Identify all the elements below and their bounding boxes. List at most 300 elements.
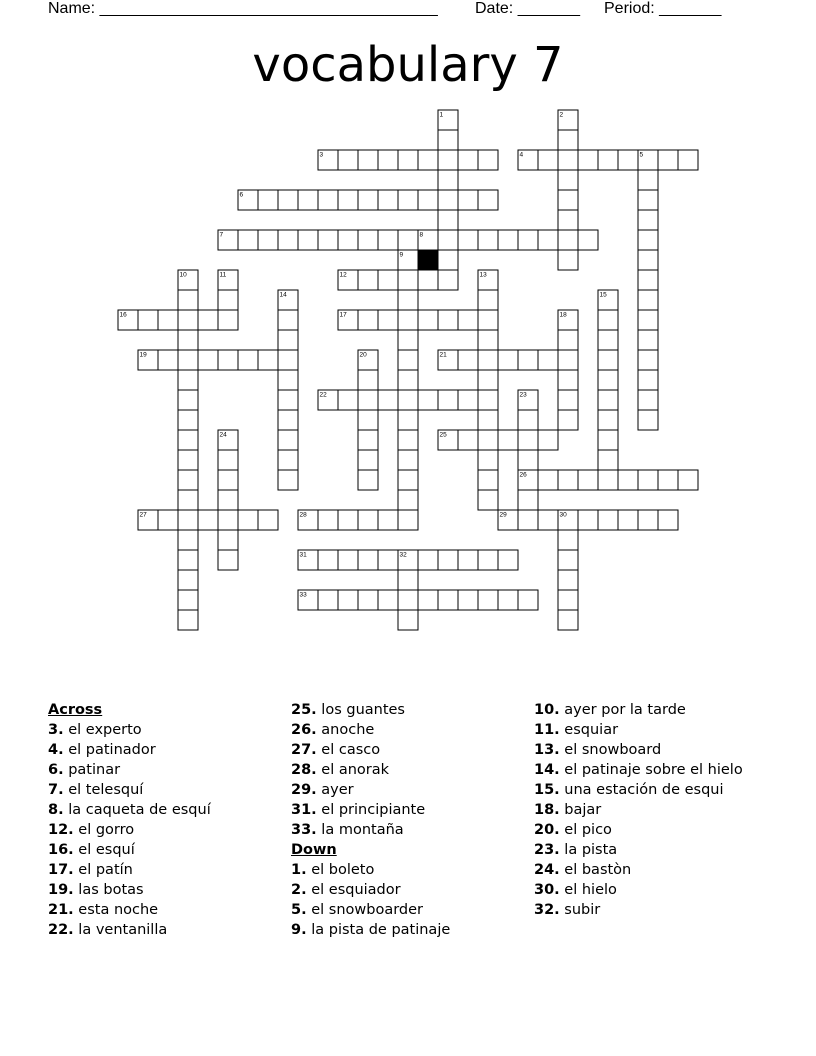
grid-cell[interactable] xyxy=(238,510,258,530)
grid-cell[interactable] xyxy=(558,150,578,170)
clue-number-label: 26 xyxy=(519,471,527,479)
grid-cell[interactable] xyxy=(378,150,398,170)
grid-cell[interactable] xyxy=(598,430,618,450)
clue-item xyxy=(48,780,211,800)
clue-number-label: 27 xyxy=(139,511,147,519)
grid-cell[interactable] xyxy=(558,570,578,590)
grid-cell[interactable] xyxy=(418,150,438,170)
clue-item xyxy=(534,720,743,740)
grid-cell[interactable] xyxy=(578,230,598,250)
grid-cell[interactable] xyxy=(498,230,518,250)
clue-column-3 xyxy=(534,700,743,920)
grid-cell[interactable] xyxy=(318,550,338,570)
clue-number-label: 15 xyxy=(599,291,607,299)
grid-cell[interactable] xyxy=(558,330,578,350)
grid-cell[interactable] xyxy=(338,150,358,170)
clue-number-label: 29 xyxy=(499,511,507,519)
grid-cell[interactable] xyxy=(558,590,578,610)
grid-cell[interactable] xyxy=(558,350,578,370)
grid-cell[interactable] xyxy=(598,390,618,410)
grid-cell[interactable] xyxy=(558,210,578,230)
grid-cell[interactable] xyxy=(178,570,198,590)
grid-cell[interactable] xyxy=(438,270,458,290)
grid-cell[interactable] xyxy=(298,190,318,210)
grid-cell[interactable] xyxy=(358,270,378,290)
grid-cell[interactable] xyxy=(338,390,358,410)
grid-cell[interactable] xyxy=(278,330,298,350)
grid-cell[interactable] xyxy=(378,190,398,210)
grid-cell[interactable] xyxy=(358,510,378,530)
grid-cell[interactable] xyxy=(478,590,498,610)
grid-cell[interactable] xyxy=(338,550,358,570)
grid-cell[interactable] xyxy=(178,510,198,530)
grid-cell[interactable] xyxy=(398,270,418,290)
grid-cell[interactable] xyxy=(158,350,178,370)
grid-cell[interactable] xyxy=(678,150,698,170)
grid-cell[interactable] xyxy=(358,390,378,410)
grid-cell[interactable] xyxy=(278,390,298,410)
grid-cell[interactable] xyxy=(598,410,618,430)
grid-cell[interactable] xyxy=(218,550,238,570)
grid-cell[interactable] xyxy=(378,590,398,610)
grid-cell[interactable] xyxy=(438,190,458,210)
clue-number-label: 4 xyxy=(519,151,524,159)
grid-cell[interactable] xyxy=(278,470,298,490)
grid-cell[interactable] xyxy=(218,450,238,470)
grid-cell[interactable] xyxy=(398,310,418,330)
clue-text: el anorak xyxy=(316,762,390,778)
grid-cell[interactable] xyxy=(178,490,198,510)
grid-cell[interactable] xyxy=(178,550,198,570)
clue-number: 22. xyxy=(48,922,74,938)
grid-cell[interactable] xyxy=(258,510,278,530)
grid-cell[interactable] xyxy=(398,330,418,350)
clue-item xyxy=(291,700,450,720)
down-heading: Down xyxy=(291,842,337,858)
grid-cell[interactable] xyxy=(398,490,418,510)
grid-cell[interactable] xyxy=(178,610,198,630)
clue-number: 33. xyxy=(291,822,317,838)
grid-cell[interactable] xyxy=(638,310,658,330)
grid-cell[interactable] xyxy=(398,590,418,610)
grid-cell[interactable] xyxy=(398,470,418,490)
grid-cell[interactable] xyxy=(378,510,398,530)
grid-cell[interactable] xyxy=(398,230,418,250)
clue-number-label: 1 xyxy=(439,111,444,119)
grid-cell[interactable] xyxy=(178,350,198,370)
grid-cell[interactable] xyxy=(638,370,658,390)
clue-text: el esquí xyxy=(73,842,135,858)
grid-cell[interactable] xyxy=(458,590,478,610)
grid-cell[interactable] xyxy=(638,350,658,370)
clue-number: 13. xyxy=(534,742,560,758)
grid-cell[interactable] xyxy=(558,550,578,570)
grid-cell[interactable] xyxy=(638,290,658,310)
grid-cell[interactable] xyxy=(378,550,398,570)
grid-cell[interactable] xyxy=(378,270,398,290)
grid-cell[interactable] xyxy=(438,150,458,170)
grid-cell[interactable] xyxy=(278,350,298,370)
grid-cell[interactable] xyxy=(178,530,198,550)
clue-item xyxy=(48,800,211,820)
clue-text: el bastòn xyxy=(559,862,632,878)
grid-cell[interactable] xyxy=(178,470,198,490)
grid-cell[interactable] xyxy=(478,230,498,250)
clue-number-label: 8 xyxy=(419,231,424,239)
grid-cell[interactable] xyxy=(198,510,218,530)
grid-cell[interactable] xyxy=(478,330,498,350)
grid-cell[interactable] xyxy=(518,430,538,450)
clue-number: 27. xyxy=(291,742,317,758)
grid-cell[interactable] xyxy=(558,610,578,630)
clue-item xyxy=(534,820,743,840)
grid-cell[interactable] xyxy=(558,250,578,270)
clue-text: el telesquí xyxy=(63,782,144,798)
grid-cell[interactable] xyxy=(438,550,458,570)
grid-cell[interactable] xyxy=(398,450,418,470)
grid-cell[interactable] xyxy=(218,310,238,330)
grid-cell[interactable] xyxy=(418,390,438,410)
grid-cell[interactable] xyxy=(538,470,558,490)
grid-cell[interactable] xyxy=(478,290,498,310)
grid-cell[interactable] xyxy=(358,410,378,430)
clue-number-label: 23 xyxy=(519,391,527,399)
grid-cell[interactable] xyxy=(618,150,638,170)
grid-cell[interactable] xyxy=(498,590,518,610)
grid-cell[interactable] xyxy=(438,250,458,270)
grid-cell[interactable] xyxy=(398,410,418,430)
across-heading: Across xyxy=(48,702,103,718)
grid-cell[interactable] xyxy=(598,150,618,170)
clue-number-label: 12 xyxy=(339,271,347,279)
grid-cell[interactable] xyxy=(218,510,238,530)
grid-cell[interactable] xyxy=(178,390,198,410)
grid-cell[interactable] xyxy=(598,370,618,390)
grid-cell[interactable] xyxy=(358,190,378,210)
grid-cell[interactable] xyxy=(358,370,378,390)
grid-cell[interactable] xyxy=(498,350,518,370)
grid-cell[interactable] xyxy=(358,550,378,570)
grid-cell[interactable] xyxy=(278,310,298,330)
grid-cell[interactable] xyxy=(358,310,378,330)
grid-cell[interactable] xyxy=(638,210,658,230)
clue-number-label: 14 xyxy=(279,291,287,299)
clue-number-label: 18 xyxy=(559,311,567,319)
grid-cell[interactable] xyxy=(518,230,538,250)
grid-cell[interactable] xyxy=(458,430,478,450)
clue-item xyxy=(291,920,450,940)
grid-cell[interactable] xyxy=(578,150,598,170)
grid-cell[interactable] xyxy=(478,410,498,430)
clue-number-label: 22 xyxy=(319,391,327,399)
grid-cell[interactable] xyxy=(598,470,618,490)
grid-cell[interactable] xyxy=(418,310,438,330)
grid-cell[interactable] xyxy=(218,490,238,510)
grid-cell[interactable] xyxy=(178,450,198,470)
grid-cell[interactable] xyxy=(518,450,538,470)
grid-cell[interactable] xyxy=(198,310,218,330)
grid-cell[interactable] xyxy=(538,150,558,170)
clue-number: 3. xyxy=(48,722,64,738)
grid-cell[interactable] xyxy=(558,370,578,390)
black-cell xyxy=(418,250,438,270)
grid-cell[interactable] xyxy=(398,430,418,450)
grid-cell[interactable] xyxy=(558,190,578,210)
grid-cell[interactable] xyxy=(418,550,438,570)
clue-number-label: 21 xyxy=(439,351,447,359)
grid-cell[interactable] xyxy=(318,190,338,210)
grid-cell[interactable] xyxy=(278,450,298,470)
grid-cell[interactable] xyxy=(558,390,578,410)
grid-cell[interactable] xyxy=(278,410,298,430)
grid-cell[interactable] xyxy=(178,330,198,350)
clue-number: 14. xyxy=(534,762,560,778)
grid-cell[interactable] xyxy=(338,190,358,210)
grid-cell[interactable] xyxy=(558,410,578,430)
grid-cell[interactable] xyxy=(178,430,198,450)
grid-cell[interactable] xyxy=(438,390,458,410)
grid-cell[interactable] xyxy=(298,230,318,250)
grid-cell[interactable] xyxy=(218,350,238,370)
clue-number: 29. xyxy=(291,782,317,798)
grid-cell[interactable] xyxy=(558,230,578,250)
clue-number-label: 3 xyxy=(319,151,324,159)
grid-cell[interactable] xyxy=(318,590,338,610)
clue-text: el casco xyxy=(316,742,381,758)
clue-number-label: 11 xyxy=(219,271,227,279)
name-field[interactable]: Name: ______________________________________ xyxy=(48,0,438,17)
grid-cell[interactable] xyxy=(538,510,558,530)
grid-cell[interactable] xyxy=(578,510,598,530)
grid-cell[interactable] xyxy=(638,510,658,530)
grid-cell[interactable] xyxy=(478,450,498,470)
grid-cell[interactable] xyxy=(638,250,658,270)
grid-cell[interactable] xyxy=(238,350,258,370)
clue-number-label: 7 xyxy=(219,231,224,239)
grid-cell[interactable] xyxy=(458,230,478,250)
grid-cell[interactable] xyxy=(638,190,658,210)
clue-number: 26. xyxy=(291,722,317,738)
grid-cell[interactable] xyxy=(398,390,418,410)
grid-cell[interactable] xyxy=(218,290,238,310)
clue-number: 23. xyxy=(534,842,560,858)
clue-number: 21. xyxy=(48,902,74,918)
grid-cell[interactable] xyxy=(638,270,658,290)
grid-cell[interactable] xyxy=(498,430,518,450)
grid-cell[interactable] xyxy=(398,510,418,530)
clue-text: subir xyxy=(559,902,601,918)
grid-cell[interactable] xyxy=(458,390,478,410)
grid-cell[interactable] xyxy=(598,330,618,350)
grid-cell[interactable] xyxy=(638,230,658,250)
grid-cell[interactable] xyxy=(218,530,238,550)
grid-cell[interactable] xyxy=(258,190,278,210)
clue-item xyxy=(48,740,211,760)
grid-cell[interactable] xyxy=(518,590,538,610)
grid-cell[interactable] xyxy=(178,410,198,430)
grid-cell[interactable] xyxy=(178,310,198,330)
clue-number-label: 13 xyxy=(479,271,487,279)
grid-cell[interactable] xyxy=(478,390,498,410)
grid-cell[interactable] xyxy=(618,510,638,530)
period-field[interactable]: Period: _______ xyxy=(604,0,722,17)
clue-number: 1. xyxy=(291,862,307,878)
grid-cell[interactable] xyxy=(458,350,478,370)
clue-item xyxy=(291,800,450,820)
grid-cell[interactable] xyxy=(478,310,498,330)
grid-cell[interactable] xyxy=(538,350,558,370)
grid-cell[interactable] xyxy=(158,510,178,530)
grid-cell[interactable] xyxy=(438,210,458,230)
grid-cell[interactable] xyxy=(558,130,578,150)
grid-cell[interactable] xyxy=(638,410,658,430)
grid-cell[interactable] xyxy=(478,190,498,210)
grid-cell[interactable] xyxy=(278,430,298,450)
grid-cell[interactable] xyxy=(518,350,538,370)
clue-number-label: 19 xyxy=(139,351,147,359)
grid-cell[interactable] xyxy=(418,270,438,290)
grid-cell[interactable] xyxy=(598,350,618,370)
grid-cell[interactable] xyxy=(658,150,678,170)
grid-cell[interactable] xyxy=(318,510,338,530)
clue-item xyxy=(534,740,743,760)
grid-cell[interactable] xyxy=(198,350,218,370)
grid-cell[interactable] xyxy=(378,310,398,330)
grid-cell[interactable] xyxy=(498,550,518,570)
clue-text: las botas xyxy=(73,882,144,898)
grid-cell[interactable] xyxy=(338,590,358,610)
grid-cell[interactable] xyxy=(338,230,358,250)
grid-cell[interactable] xyxy=(638,330,658,350)
grid-cell[interactable] xyxy=(558,170,578,190)
grid-cell[interactable] xyxy=(478,470,498,490)
grid-cell[interactable] xyxy=(398,350,418,370)
grid-cell[interactable] xyxy=(278,190,298,210)
grid-cell[interactable] xyxy=(278,370,298,390)
clue-number-label: 10 xyxy=(179,271,187,279)
clue-number: 20. xyxy=(534,822,560,838)
grid-cell[interactable] xyxy=(638,470,658,490)
clue-number: 32. xyxy=(534,902,560,918)
grid-cell[interactable] xyxy=(518,410,538,430)
grid-cell[interactable] xyxy=(618,470,638,490)
clue-number-label: 24 xyxy=(219,431,227,439)
grid-cell[interactable] xyxy=(358,230,378,250)
grid-cell[interactable] xyxy=(358,470,378,490)
grid-cell[interactable] xyxy=(398,150,418,170)
grid-cell[interactable] xyxy=(658,510,678,530)
date-field[interactable]: Date: _______ xyxy=(475,0,580,17)
grid-cell[interactable] xyxy=(598,450,618,470)
grid-cell[interactable] xyxy=(358,590,378,610)
grid-cell[interactable] xyxy=(378,390,398,410)
grid-cell[interactable] xyxy=(178,370,198,390)
grid-cell[interactable] xyxy=(638,390,658,410)
grid-cell[interactable] xyxy=(458,310,478,330)
grid-cell[interactable] xyxy=(478,430,498,450)
grid-cell[interactable] xyxy=(418,590,438,610)
grid-cell[interactable] xyxy=(398,290,418,310)
grid-cell[interactable] xyxy=(438,590,458,610)
clue-text: una estación de esqui xyxy=(559,782,724,798)
clue-item xyxy=(534,880,743,900)
grid-cell[interactable] xyxy=(558,470,578,490)
grid-cell[interactable] xyxy=(558,530,578,550)
grid-cell[interactable] xyxy=(458,150,478,170)
grid-cell[interactable] xyxy=(478,550,498,570)
grid-cell[interactable] xyxy=(318,230,338,250)
grid-cell[interactable] xyxy=(358,450,378,470)
grid-cell[interactable] xyxy=(478,350,498,370)
clue-item xyxy=(291,720,450,740)
clue-text: bajar xyxy=(559,802,602,818)
clue-text: la montaña xyxy=(316,822,404,838)
grid-cell[interactable] xyxy=(258,230,278,250)
grid-cell[interactable] xyxy=(218,470,238,490)
grid-cell[interactable] xyxy=(398,610,418,630)
grid-cell[interactable] xyxy=(258,350,278,370)
grid-cell[interactable] xyxy=(678,470,698,490)
grid-cell[interactable] xyxy=(518,490,538,510)
clue-number-label: 20 xyxy=(359,351,367,359)
clue-number-label: 5 xyxy=(639,151,644,159)
clue-item xyxy=(48,840,211,860)
grid-cell[interactable] xyxy=(438,310,458,330)
grid-cell[interactable] xyxy=(238,230,258,250)
grid-cell[interactable] xyxy=(598,310,618,330)
grid-cell[interactable] xyxy=(518,510,538,530)
grid-cell[interactable] xyxy=(478,150,498,170)
clue-column-2 xyxy=(291,700,450,940)
grid-cell[interactable] xyxy=(398,370,418,390)
grid-cell[interactable] xyxy=(358,430,378,450)
grid-cell[interactable] xyxy=(338,510,358,530)
grid-cell[interactable] xyxy=(638,170,658,190)
grid-cell[interactable] xyxy=(178,590,198,610)
grid-cell[interactable] xyxy=(398,190,418,210)
grid-cell[interactable] xyxy=(158,310,178,330)
grid-cell[interactable] xyxy=(398,570,418,590)
clue-text: el pico xyxy=(559,822,612,838)
grid-cell[interactable] xyxy=(438,130,458,150)
grid-cell[interactable] xyxy=(438,170,458,190)
clue-text: la ventanilla xyxy=(73,922,168,938)
clue-number: 5. xyxy=(291,902,307,918)
grid-cell[interactable] xyxy=(378,230,398,250)
clue-text: ayer por la tarde xyxy=(559,702,686,718)
clue-number: 11. xyxy=(534,722,560,738)
grid-cell[interactable] xyxy=(358,150,378,170)
grid-cell[interactable] xyxy=(278,230,298,250)
grid-cell[interactable] xyxy=(478,370,498,390)
clue-item xyxy=(48,880,211,900)
grid-cell[interactable] xyxy=(458,190,478,210)
grid-cell[interactable] xyxy=(138,310,158,330)
clue-number: 24. xyxy=(534,862,560,878)
grid-cell[interactable] xyxy=(538,230,558,250)
grid-cell[interactable] xyxy=(458,550,478,570)
grid-cell[interactable] xyxy=(478,490,498,510)
grid-cell[interactable] xyxy=(178,290,198,310)
grid-cell[interactable] xyxy=(418,190,438,210)
grid-cell[interactable] xyxy=(658,470,678,490)
grid-cell[interactable] xyxy=(578,470,598,490)
clue-number-label: 25 xyxy=(439,431,447,439)
clue-text: el patín xyxy=(73,862,133,878)
grid-cell[interactable] xyxy=(438,230,458,250)
grid-cell[interactable] xyxy=(538,430,558,450)
grid-cell[interactable] xyxy=(598,510,618,530)
